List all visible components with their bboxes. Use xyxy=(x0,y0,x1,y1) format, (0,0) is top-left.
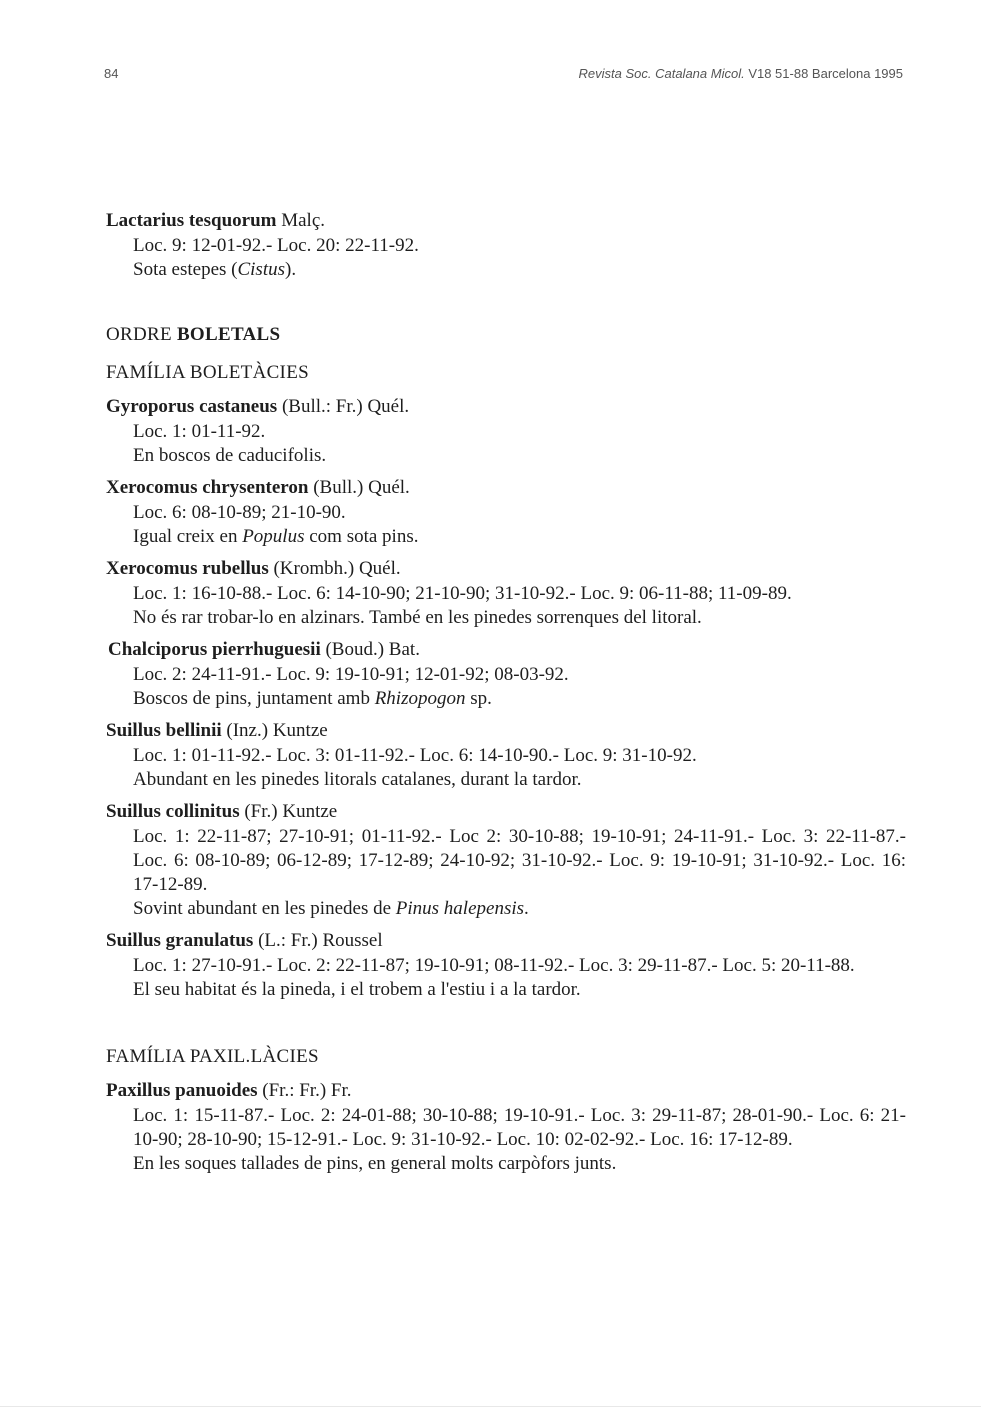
species-entry xyxy=(106,928,906,1002)
species-entry xyxy=(106,799,906,921)
species-entry xyxy=(106,475,906,549)
habitat-note: Boscos de pins, juntament amb Rhizopogon sp. xyxy=(133,688,492,709)
species-name: Suillus collinitus (Fr.) Kuntze xyxy=(106,801,338,822)
habitat-note: No és rar trobar-lo en alzinars. També en les pinedes sorrenques del litoral. xyxy=(133,607,702,628)
habitat-note: Igual creix en Populus com sota pins. xyxy=(133,526,419,547)
article-body xyxy=(106,208,906,1183)
habitat-note: Sota estepes (Cistus). xyxy=(133,259,297,280)
family-heading: FAMÍLIA PAXIL.LÀCIES xyxy=(106,1046,319,1067)
family-heading: FAMÍLIA BOLETÀCIES xyxy=(106,362,309,383)
habitat-note: Sovint abundant en les pinedes de Pinus halepensis. xyxy=(133,898,529,919)
locality-records: Loc. 2: 24-11-91.- Loc. 9: 19-10-91; 12-01-92; 08-03-92. xyxy=(133,664,569,685)
species-name: Gyroporus castaneus (Bull.: Fr.) Quél. xyxy=(106,396,410,417)
locality-records: Loc. 1: 16-10-88.- Loc. 6: 14-10-90; 21-10-90; 31-10-92.- Loc. 9: 06-11-88; 11-09-89. xyxy=(133,583,792,604)
species-entry xyxy=(106,556,906,630)
locality-records: Loc. 1: 22-11-87; 27-10-91; 01-11-92.- Loc 2: 30-10-88; 19-10-91; 24-11-91.- Loc. 3: 22-11-87.- Loc. 6: 08-10-89; 06-12-89; 17-12-89; 24-10-92; 31-10-92.- Loc. 9: 19-10-91; 31-10-92.- Loc. 16: 17-12-89. xyxy=(133,826,906,895)
page-number: 84 xyxy=(104,66,119,81)
species-name: Paxillus panuoides (Fr.: Fr.) Fr. xyxy=(106,1080,352,1101)
locality-records: Loc. 6: 08-10-89; 21-10-90. xyxy=(133,502,346,523)
species-name: Lactarius tesquorum Malç. xyxy=(106,210,326,231)
species-name: Chalciporus pierrhuguesii (Boud.) Bat. xyxy=(108,639,420,660)
journal-citation: Revista Soc. Catalana Micol. V18 51-88 Barcelona 1995 xyxy=(578,66,903,81)
species-name: Xerocomus chrysenteron (Bull.) Quél. xyxy=(106,477,410,498)
species-entry xyxy=(106,718,906,792)
locality-records: Loc. 1: 27-10-91.- Loc. 2: 22-11-87; 19-10-91; 08-11-92.- Loc. 3: 29-11-87.- Loc. 5: 20-11-88. xyxy=(133,955,855,976)
species-name: Suillus granulatus (L.: Fr.) Roussel xyxy=(106,930,383,951)
habitat-note: Abundant en les pinedes litorals catalanes, durant la tardor. xyxy=(133,769,582,790)
habitat-note: En les soques tallades de pins, en general molts carpòfors junts. xyxy=(133,1153,617,1174)
order-heading: ORDRE BOLETALS xyxy=(106,324,281,345)
running-header xyxy=(104,64,903,88)
locality-records: Loc. 1: 01-11-92.- Loc. 3: 01-11-92.- Loc. 6: 14-10-90.- Loc. 9: 31-10-92. xyxy=(133,745,697,766)
habitat-note: En boscos de caducifolis. xyxy=(133,445,327,466)
species-name: Xerocomus rubellus (Krombh.) Quél. xyxy=(106,558,401,579)
locality-records: Loc. 9: 12-01-92.- Loc. 20: 22-11-92. xyxy=(133,235,419,256)
species-name: Suillus bellinii (Inz.) Kuntze xyxy=(106,720,328,741)
locality-records: Loc. 1: 01-11-92. xyxy=(133,421,266,442)
locality-records: Loc. 1: 15-11-87.- Loc. 2: 24-01-88; 30-10-88; 19-10-91.- Loc. 3: 29-11-87; 28-01-90.- Loc. 6: 21-10-90; 28-10-90; 15-12-91.- Loc. 9: 31-10-92.- Loc. 10: 02-02-92.- Loc. 16: 17-12-89. xyxy=(133,1105,906,1150)
species-entry xyxy=(106,208,906,282)
species-entry xyxy=(106,637,906,711)
species-entry xyxy=(106,1078,906,1176)
species-entry xyxy=(106,394,906,468)
habitat-note: El seu habitat és la pineda, i el trobem a l'estiu i a la tardor. xyxy=(133,979,581,1000)
page-edge-shadow xyxy=(0,1406,981,1407)
